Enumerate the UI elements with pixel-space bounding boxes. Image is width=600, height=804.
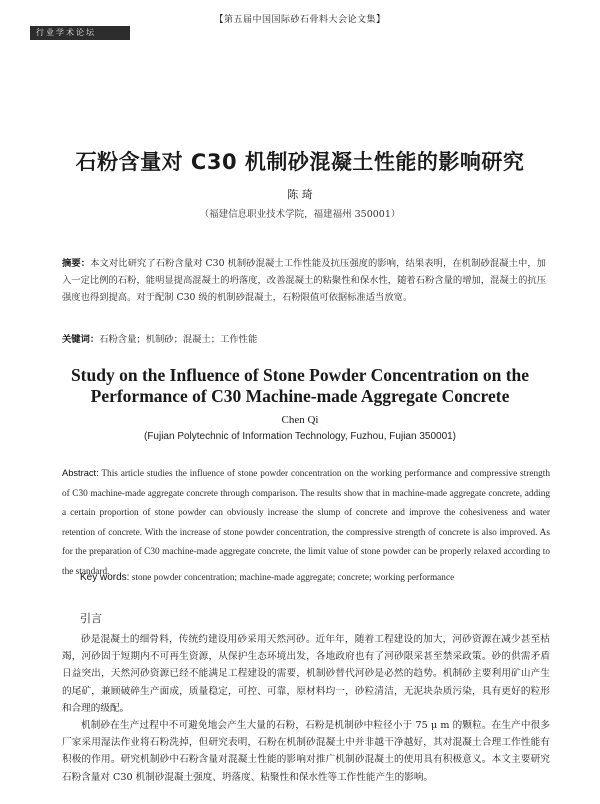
keywords-cn-text: 石粉含量；机制砂；混凝土；工作性能: [99, 334, 258, 345]
paper-title-en-line1: Study on the Influence of Stone Powder Concentration on the: [70, 365, 530, 385]
abstract-cn-label: 摘要：: [62, 258, 91, 269]
introduction-heading: 引言: [80, 612, 102, 625]
keywords-en-label: Key words:: [80, 572, 130, 583]
abstract-cn-text: 本文对比研究了石粉含量对 C30 机制砂混凝土工作性能及抗压强度的影响，结果表明，在机制砂混凝土中，加入一定比例的石粉，能明显提高混凝土的坍落度，改善混凝土的粘聚性和保水性，随着石粉含量的增加，混凝土的抗压强度也得到提高。对于配制 C30 级的机制砂混凝土，石粉限值可依据标准适当放宽。: [62, 258, 546, 303]
affiliation-cn: （福建信息职业技术学院，福建福州 350001）: [199, 209, 401, 220]
introduction-body: [62, 631, 550, 786]
keywords-cn: [62, 331, 546, 345]
author-en: Chen Qi: [281, 414, 319, 426]
running-header: 【第五届中国国际砂石骨料大会论文集】: [214, 15, 386, 25]
abstract-en: [62, 464, 550, 582]
paper-title-en: [0, 365, 600, 407]
paper-title-cn: 石粉含量对 C30 机制砂混凝土性能的影响研究: [75, 150, 525, 174]
author-cn: 陈 琦: [287, 188, 313, 201]
keywords-en-text: stone powder concentration; machine-made aggregate; concrete; working performance: [131, 573, 455, 583]
abstract-en-label: Abstract:: [62, 468, 99, 478]
abstract-en-text: This article studies the influence of stone powder concentration on the working performance and compressive strength of C30 machine-made aggregate concrete through comparison. The results show that in machine-made aggregate concrete, adding a certain proportion of stone powder can obviously increase the slump of concrete and improve the cohesiveness and water retention of concrete. With the increase of stone powder concentration, the compressive strength of concrete is also improved. As for the preparation of C30 machine-made aggregate concrete, the limit value of stone powder can be properly relaxed according to the standard.: [62, 469, 550, 577]
keywords-en: [80, 572, 550, 583]
keywords-cn-label: 关键词：: [62, 334, 100, 345]
section-tag: 行业学术论坛: [30, 26, 130, 40]
affiliation-en: (Fujian Polytechnic of Information Technology, Fuzhou, Fujian 350001): [143, 431, 457, 442]
abstract-cn: [62, 255, 546, 306]
introduction-paragraph: 机制砂在生产过程中不可避免地会产生大量的石粉，石粉是机制砂中粒径小于 75 μ m 的颗粒。在生产中很多厂家采用湿法作业将石粉洗掉，但研究表明，石粉在机制砂混凝土中并非越干净越好，其对混凝土合理工作性能有积极的作用。研究机制砂中石粉含量对混凝土性能的影响对推广机制砂混凝土的使用具有积极意义。本文主要研究石粉含量对 C30 机制砂混凝土强度、坍落度、粘聚性和保水性等工作性能产生的影响。: [62, 720, 550, 783]
paper-title-en-line2: Performance of C30 Machine-made Aggregate Concrete: [90, 386, 510, 406]
introduction-paragraph: 砂是混凝土的细骨料，传统约建设用砂采用天然河砂。近年年，随着工程建设的加大，河砂资源在减少甚至枯竭，河砂固于短期内不可再生资源，从保护生态环境出发，各地政府也有了河砂限采甚至禁采政策。砂的供需矛盾日益突出，天然河砂资源已经不能满足工程建设的需要，机制砂替代河砂是必然的趋势。机制砂主要利用矿山产生的尾矿，兼顾破碎生产面成，质量稳定，可控、可靠，原材料均一，砂粒清洁，无泥块杂质污染，具有更好的粒形和合理的级配。: [62, 634, 550, 714]
